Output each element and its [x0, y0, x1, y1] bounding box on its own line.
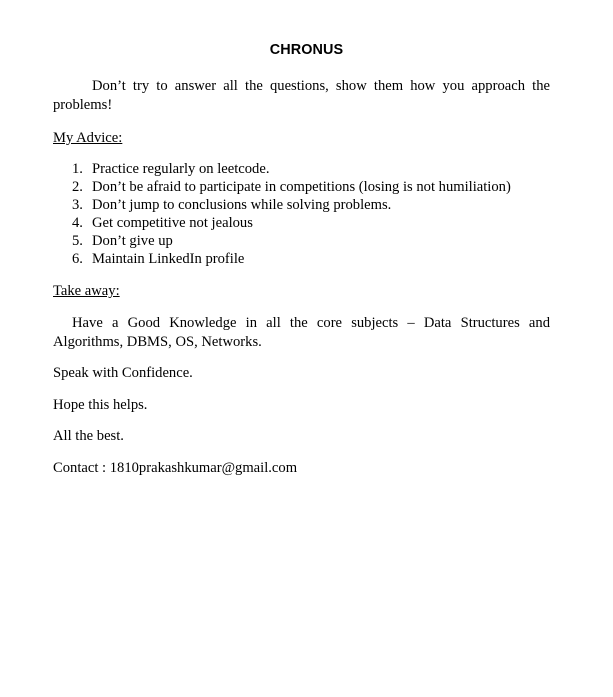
list-item [72, 160, 511, 178]
list-item-text: Don’t be afraid to participate in competitions (losing is not humiliation) [92, 179, 511, 195]
list-item-text: Get competitive not jealous [92, 215, 253, 231]
knowledge-paragraph: Have a Good Knowledge in all the core subjects – Data Structures and Algorithms, DBMS, OS, Networks. [53, 315, 550, 350]
list-item-number: 5. [72, 233, 83, 249]
contact-line: Contact : 1810prakashkumar@gmail.com [53, 460, 298, 476]
list-item-number: 4. [72, 215, 83, 231]
confidence-line: Speak with Confidence. [53, 365, 193, 381]
list-item-text: Maintain LinkedIn profile [92, 251, 245, 267]
list-item [72, 250, 511, 268]
hope-line: Hope this helps. [53, 397, 148, 413]
list-item [72, 196, 511, 214]
list-item [72, 178, 511, 196]
list-item-number: 1. [72, 161, 83, 177]
list-item-text: Don’t jump to conclusions while solving problems. [92, 197, 392, 213]
list-item-number: 6. [72, 251, 83, 267]
list-item-text: Practice regularly on leetcode. [92, 161, 270, 177]
page-title: CHRONUS [269, 42, 344, 58]
list-item [72, 214, 511, 232]
list-item-number: 3. [72, 197, 83, 213]
takeaway-heading: Take away: [53, 283, 120, 299]
list-item-number: 2. [72, 179, 83, 195]
intro-paragraph: Don’t try to answer all the questions, show them how you approach the problems! [53, 78, 550, 113]
advice-list [72, 160, 511, 268]
list-item-text: Don’t give up [92, 233, 173, 249]
list-item [72, 232, 511, 250]
best-wishes-line: All the best. [53, 428, 124, 444]
advice-heading: My Advice: [53, 130, 123, 146]
